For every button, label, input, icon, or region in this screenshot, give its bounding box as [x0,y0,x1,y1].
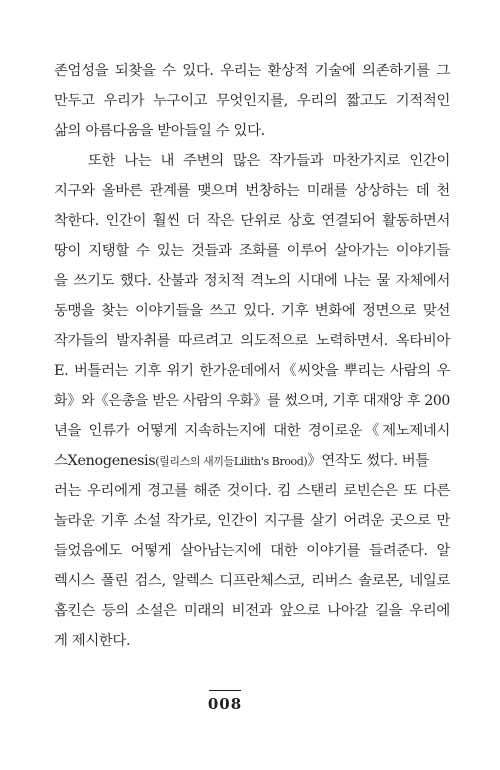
footer-rule [209,690,241,691]
text-line: 들었음에도 어떻게 살아남는지에 대한 이야기를 들려준다. 알 [54,543,450,559]
text-line: 화》와《은총을 받은 사람의 우화》를 썼으며, 기후 대재앙 후 200 [54,393,450,409]
text-segment: 스Xenogenesis [54,453,156,469]
text-line: 착한다. 인간이 훨씬 더 작은 단위로 상호 연결되어 활동하면서 [54,213,450,229]
text-line: 렉시스 폴린 검스, 알렉스 디프란체스코, 리버스 솔로몬, 네일로 [54,573,450,589]
text-segment: 》연작도 썼다. 버틀 [307,453,429,469]
text-line: E. 버틀러는 기후 위기 한가운데에서《씨앗을 뿌리는 사람의 우 [54,363,450,379]
text-line: 땅이 지탱할 수 있는 것들과 조화를 이루어 살아가는 이야기들 [54,243,450,259]
text-line [54,448,450,474]
text-segment-small: (릴리스의 새끼들Lilith's Brood) [155,455,308,468]
text-line: 지구와 올바른 관계를 맺으며 번창하는 미래를 상상하는 데 천 [54,183,450,199]
text-line: 만두고 우리가 누구이고 무엇인지를, 우리의 짧고도 기적적인 [54,93,450,109]
text-line: 또한 나는 내 주변의 많은 작가들과 마찬가지로 인간이 [88,153,450,169]
text-line: 작가들의 발자취를 따르려고 의도적으로 노력하면서. 옥타비아 [54,333,450,349]
text-line: 게 제시한다. [54,633,131,649]
text-line: 동맹을 찾는 이야기들을 쓰고 있다. 기후 변화에 정면으로 맞선 [54,303,450,319]
text-line: 존엄성을 되찾을 수 있다. 우리는 환상적 기술에 의존하기를 그 [54,63,450,79]
text-line: 놀라운 기후 소설 작가로, 인간이 지구를 살기 어려운 곳으로 만 [54,513,450,529]
text-line: 을 쓰기도 했다. 산불과 정치적 격노의 시대에 나는 물 자체에서 [54,273,450,289]
text-line: 삶의 아름다움을 받아들일 수 있다. [54,123,265,139]
text-line: 러는 우리에게 경고를 해준 것이다. 킴 스탠리 로빈슨은 또 다른 [54,483,450,499]
page-number: 008 [207,695,243,713]
text-line: 년을 인류가 어떻게 지속하는지에 대한 경이로운《제노제네시 [54,423,450,439]
text-line: 홉킨슨 등의 소설은 미래의 비전과 앞으로 나아갈 길을 우리에 [54,603,450,619]
